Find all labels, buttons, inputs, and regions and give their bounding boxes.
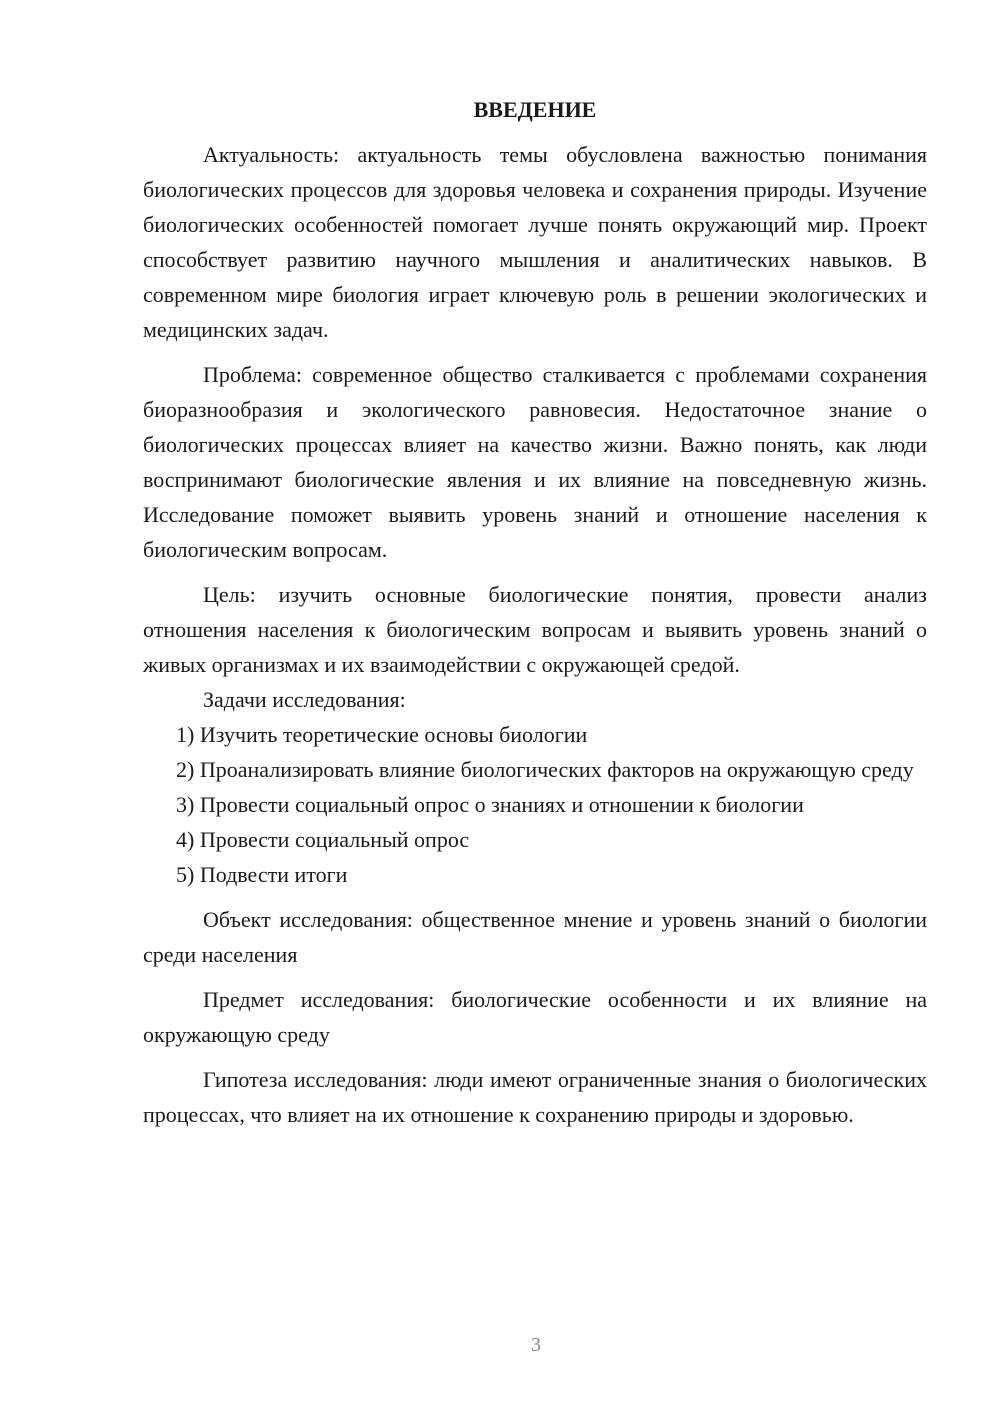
paragraph-subject: Предмет исследования: биологические особенности и их влияние на окружающую среду <box>143 987 927 1047</box>
paragraph-problem: Проблема: современное общество сталкивается с проблемами сохранения биоразнообразия и экологического равновесия. Недостаточное знание о биологических процессах влияет на качество жизни. Важно понять, как люди воспринимают биологические явления и их влияние на повседневную жизнь. Исследование поможет выявить уровень знаний и отношение населения к биологическим вопросам. <box>143 362 927 562</box>
task-item-4: 4) Провести социальный опрос <box>176 827 470 852</box>
page-number: 3 <box>531 1334 541 1356</box>
task-item-5: 5) Подвести итоги <box>176 862 348 887</box>
paragraph-relevance: Актуальность: актуальность темы обусловлена важностью понимания биологических процессов для здоровья человека и сохранения природы. Изучение биологических особенностей помогает лучше понять окружающий мир. Проект способствует развитию научного мышления и аналитических навыков. В современном мире биология играет ключевую роль в решении экологических и медицинских задач. <box>143 142 927 342</box>
section-heading: ВВЕДЕНИЕ <box>473 97 597 122</box>
tasks-title: Задачи исследования: <box>203 687 406 712</box>
paragraph-hypothesis: Гипотеза исследования: люди имеют ограниченные знания о биологических процессах, что влияет на их отношение к сохранению природы и здоровью. <box>143 1067 927 1127</box>
document-body <box>143 92 927 1132</box>
paragraph-object: Объект исследования: общественное мнение и уровень знаний о биологии среди населения <box>143 907 927 967</box>
task-item-1: 1) Изучить теоретические основы биологии <box>176 722 588 747</box>
task-item-3: 3) Провести социальный опрос о знаниях и отношении к биологии <box>176 792 804 817</box>
paragraph-goal: Цель: изучить основные биологические понятия, провести анализ отношения населения к биологическим вопросам и выявить уровень знаний о живых организмах и их взаимодействии с окружающей средой. <box>143 582 927 677</box>
task-item-2: 2) Проанализировать влияние биологических факторов на окружающую среду <box>176 757 914 782</box>
